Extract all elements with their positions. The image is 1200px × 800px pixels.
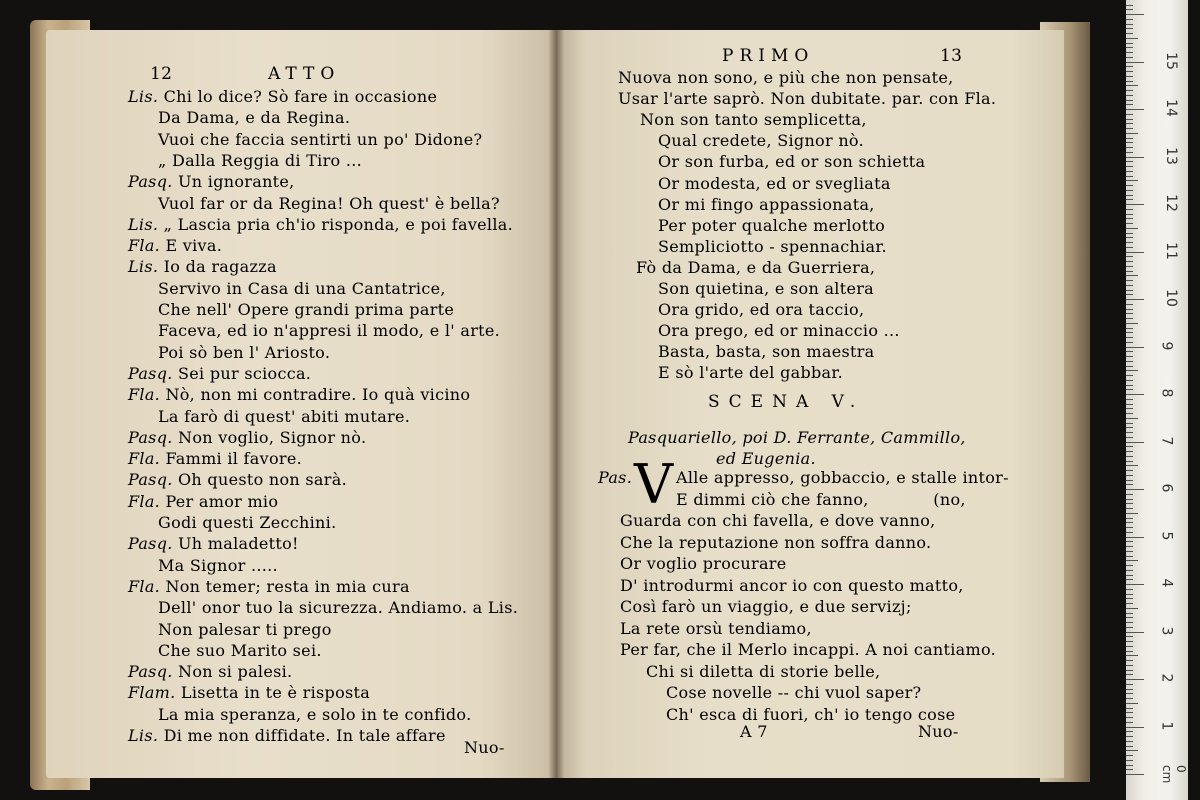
text-line: Non son tanto semplicetta, bbox=[640, 110, 867, 130]
text-line bbox=[128, 364, 311, 383]
ruler-tick bbox=[1126, 551, 1133, 552]
line-text: Faceva, ed io n'appresi il modo, e l' arte. bbox=[158, 321, 501, 341]
text-line bbox=[128, 492, 278, 511]
ruler-tick bbox=[1126, 731, 1133, 732]
ruler-label: 1 bbox=[1158, 721, 1175, 730]
ruler-tick bbox=[1126, 228, 1138, 229]
line-text: Per amor mio bbox=[165, 491, 279, 511]
ruler-tick bbox=[1126, 166, 1133, 167]
ruler-tick bbox=[1126, 736, 1133, 737]
ruler-label: 9 bbox=[1158, 341, 1175, 350]
ruler-tick bbox=[1126, 28, 1133, 29]
text-line bbox=[158, 343, 330, 362]
text-line: Cose novelle -- chi vuol saper? bbox=[666, 683, 922, 702]
speaker-name: Pasq. bbox=[128, 662, 179, 682]
ruler-tick bbox=[1126, 636, 1133, 637]
ruler-tick bbox=[1126, 342, 1133, 343]
ruler-label: 15 bbox=[1162, 51, 1179, 70]
ruler-tick bbox=[1126, 622, 1133, 623]
ruler-tick bbox=[1126, 513, 1138, 514]
scene-heading: SCENA V. bbox=[708, 392, 865, 412]
ruler-tick bbox=[1126, 684, 1133, 685]
running-head: ATTO bbox=[268, 64, 341, 84]
ruler-tick bbox=[1126, 33, 1133, 34]
text-line: Ora grido, ed ora taccio, bbox=[658, 300, 865, 320]
ruler-tick bbox=[1126, 52, 1133, 53]
ruler-tick bbox=[1126, 161, 1133, 162]
line-text: Sei pur sciocca. bbox=[178, 363, 312, 383]
line-text: Da Dama, e da Regina. bbox=[158, 108, 351, 128]
ruler-tick bbox=[1126, 85, 1138, 86]
text-line: Or mi fingo appassionata, bbox=[658, 194, 875, 214]
ruler-tick bbox=[1126, 560, 1138, 561]
text-line bbox=[128, 385, 470, 404]
ruler-tick bbox=[1126, 176, 1133, 177]
ruler-label: 5 bbox=[1158, 531, 1175, 540]
ruler-tick bbox=[1126, 480, 1133, 481]
running-head: PRIMO bbox=[722, 46, 815, 66]
ruler-tick bbox=[1126, 722, 1133, 723]
line-text: Oh questo non sarà. bbox=[178, 470, 347, 490]
ruler-tick bbox=[1126, 465, 1138, 466]
text-line bbox=[158, 620, 332, 639]
ruler-tick bbox=[1126, 627, 1133, 628]
text-line: Guarda con chi favella, e dove vanno, bbox=[620, 511, 936, 530]
text-line bbox=[158, 513, 336, 532]
measurement-ruler bbox=[1126, 0, 1188, 800]
text-line: Or son furba, ed or son schietta bbox=[658, 152, 926, 172]
ruler-tick bbox=[1126, 741, 1133, 742]
text-line: Fò da Dama, e da Guerriera, bbox=[636, 257, 876, 277]
ruler-tick bbox=[1126, 66, 1133, 67]
ruler-tick bbox=[1126, 408, 1133, 409]
text-line: D' introdurmi ancor io con questo matto, bbox=[620, 575, 964, 595]
ruler-tick bbox=[1126, 394, 1144, 395]
ruler-tick bbox=[1126, 209, 1133, 210]
line-text: Che suo Marito sei. bbox=[158, 640, 322, 660]
speaker-name: Fla. bbox=[128, 491, 166, 511]
speaker-name: Lis. bbox=[128, 257, 164, 277]
catchword: Nuo- bbox=[918, 722, 959, 741]
text-line: Nuova non sono, e più che non pensate, bbox=[618, 68, 954, 87]
text-line bbox=[158, 151, 362, 170]
ruler-tick bbox=[1126, 90, 1133, 91]
ruler-tick bbox=[1126, 527, 1133, 528]
ruler-tick bbox=[1126, 157, 1144, 158]
ruler-tick bbox=[1126, 693, 1133, 694]
ruler-tick bbox=[1126, 404, 1133, 405]
ruler-tick bbox=[1126, 708, 1133, 709]
line-text: Non voglio, Signor nò. bbox=[178, 427, 367, 447]
ruler-tick bbox=[1126, 765, 1133, 766]
text-line bbox=[128, 428, 366, 447]
ruler-tick bbox=[1126, 484, 1133, 485]
ruler-tick bbox=[1126, 294, 1133, 295]
ruler-tick bbox=[1126, 332, 1133, 333]
ruler-tick bbox=[1126, 499, 1133, 500]
ruler-tick bbox=[1126, 575, 1133, 576]
ruler-tick bbox=[1126, 760, 1133, 761]
ruler-tick bbox=[1126, 632, 1144, 633]
line-text: Lisetta in te è risposta bbox=[180, 683, 371, 703]
line-text: Non si palesi. bbox=[178, 662, 293, 682]
ruler-tick bbox=[1126, 746, 1133, 747]
ruler-tick bbox=[1126, 171, 1133, 172]
text-line bbox=[158, 705, 471, 724]
ruler-tick bbox=[1126, 579, 1133, 580]
text-line: Alle appresso, gobbaccio, e stalle intor- bbox=[676, 468, 1009, 487]
ruler-tick bbox=[1126, 522, 1133, 523]
speaker-name: Fla. bbox=[128, 449, 166, 469]
ruler-tick bbox=[1126, 413, 1133, 414]
line-text: Vuoi che faccia sentirti un po' Didone? bbox=[158, 129, 483, 149]
ruler-tick bbox=[1126, 138, 1133, 139]
ruler-tick bbox=[1126, 185, 1133, 186]
text-line: E dimmi ciò che fanno, (no, bbox=[676, 489, 966, 509]
ruler-tick bbox=[1126, 769, 1133, 770]
line-text: Io da ragazza bbox=[163, 257, 277, 277]
text-line bbox=[128, 662, 292, 681]
ruler-tick bbox=[1126, 670, 1133, 671]
line-text: „ Lascia pria ch'io risponda, e poi favella. bbox=[163, 214, 513, 234]
ruler-tick bbox=[1126, 19, 1133, 20]
text-line bbox=[128, 257, 277, 276]
ruler-tick bbox=[1126, 14, 1144, 15]
ruler-tick bbox=[1126, 641, 1133, 642]
text-line bbox=[158, 321, 500, 340]
ruler-tick bbox=[1126, 646, 1133, 647]
ruler-tick bbox=[1126, 423, 1133, 424]
text-line: Or modesta, ed or svegliata bbox=[658, 173, 891, 193]
text-line bbox=[158, 407, 410, 426]
ruler-tick bbox=[1126, 603, 1133, 604]
line-text: Godi questi Zecchini. bbox=[158, 513, 337, 532]
ruler-tick bbox=[1126, 755, 1133, 756]
ruler-tick bbox=[1126, 237, 1133, 238]
ruler-tick bbox=[1126, 518, 1133, 519]
ruler-tick bbox=[1126, 750, 1138, 751]
ruler-tick bbox=[1126, 214, 1133, 215]
ruler-tick bbox=[1126, 727, 1144, 728]
text-line bbox=[128, 87, 437, 106]
ruler-label: 10 bbox=[1162, 289, 1179, 307]
ruler-label: 13 bbox=[1162, 146, 1179, 165]
text-line: Sempliciotto - spennachiar. bbox=[658, 236, 887, 256]
line-text: Di me non diffidate. In tale affare bbox=[163, 726, 446, 745]
ruler-tick bbox=[1126, 128, 1133, 129]
ruler-tick bbox=[1126, 774, 1144, 775]
line-text: Ma Signor ..... bbox=[158, 555, 278, 575]
text-line bbox=[158, 194, 500, 213]
text-line bbox=[158, 300, 454, 319]
ruler-tick bbox=[1126, 503, 1133, 504]
ruler-label: 6 bbox=[1158, 483, 1175, 493]
ruler-tick bbox=[1126, 665, 1133, 666]
ruler-tick bbox=[1126, 147, 1133, 148]
ruler-tick bbox=[1126, 195, 1133, 196]
ruler-tick bbox=[1126, 570, 1133, 571]
ruler-tick bbox=[1126, 399, 1133, 400]
line-text: Poi sò ben l' Ariosto. bbox=[158, 342, 331, 362]
ruler-tick bbox=[1126, 109, 1144, 110]
text-line: Basta, basta, son maestra bbox=[658, 342, 875, 362]
ruler-tick bbox=[1126, 660, 1133, 661]
text-line bbox=[128, 172, 295, 191]
ruler-tick bbox=[1126, 475, 1133, 476]
speaker-name: Pas. bbox=[598, 468, 633, 487]
ruler-tick bbox=[1126, 537, 1144, 538]
ruler-label: 11 bbox=[1162, 241, 1179, 260]
ruler-tick bbox=[1126, 81, 1133, 82]
ruler-tick bbox=[1126, 432, 1133, 433]
ruler-tick bbox=[1126, 385, 1133, 386]
speaker-name: Flam. bbox=[128, 683, 181, 703]
ruler-tick bbox=[1126, 651, 1133, 652]
ruler-tick bbox=[1126, 180, 1138, 181]
line-text: Uh maladetto! bbox=[178, 534, 299, 554]
catchword: Nuo- bbox=[464, 738, 505, 757]
speaker-name: Fla. bbox=[128, 576, 166, 596]
line-text: Vuol far or da Regina! Oh quest' è bella? bbox=[158, 193, 500, 213]
speaker-name: Pasq. bbox=[128, 172, 179, 192]
ruler-tick bbox=[1126, 190, 1133, 191]
ruler-tick bbox=[1126, 119, 1133, 120]
speaker-name: Pasq. bbox=[128, 534, 179, 554]
ruler-tick bbox=[1126, 361, 1133, 362]
text-line: Per poter qualche merlotto bbox=[658, 215, 886, 235]
speaker-name: Pasq. bbox=[128, 363, 179, 383]
page-number: 12 bbox=[150, 64, 173, 84]
ruler-tick bbox=[1126, 689, 1133, 690]
ruler-tick bbox=[1126, 461, 1133, 462]
ruler-tick bbox=[1126, 62, 1144, 63]
speaker-name: Pasq. bbox=[128, 427, 179, 447]
text-line bbox=[158, 108, 350, 127]
ruler-tick bbox=[1126, 356, 1133, 357]
ruler-tick bbox=[1126, 76, 1133, 77]
ruler-tick bbox=[1126, 275, 1138, 276]
text-line: Qual credete, Signor nò. bbox=[658, 131, 864, 151]
speaker-name: Lis. bbox=[128, 214, 164, 234]
ruler-tick bbox=[1126, 446, 1133, 447]
ruler-tick bbox=[1126, 366, 1133, 367]
ruler-tick bbox=[1126, 608, 1138, 609]
ruler-tick bbox=[1126, 142, 1133, 143]
speaker-name: Pasq. bbox=[128, 470, 179, 490]
ruler-tick bbox=[1126, 594, 1133, 595]
ruler-tick bbox=[1126, 5, 1133, 6]
ruler-tick bbox=[1126, 532, 1133, 533]
ruler-tick bbox=[1126, 712, 1133, 713]
ruler-tick bbox=[1126, 470, 1133, 471]
ruler-tick bbox=[1126, 261, 1133, 262]
text-line bbox=[128, 683, 370, 702]
ruler-tick bbox=[1126, 47, 1133, 48]
ruler-tick bbox=[1126, 133, 1138, 134]
text-line: E sò l'arte del gabbar. bbox=[658, 363, 843, 383]
ruler-tick bbox=[1126, 717, 1133, 718]
characters-list: ed Eugenia. bbox=[716, 449, 816, 468]
line-text: Non palesar ti prego bbox=[158, 619, 332, 639]
text-line bbox=[158, 598, 518, 617]
ruler-tick bbox=[1126, 38, 1138, 39]
ruler-tick bbox=[1126, 584, 1144, 585]
ruler-tick bbox=[1126, 456, 1133, 457]
ruler-tick bbox=[1126, 489, 1144, 490]
text-line bbox=[128, 215, 513, 234]
ruler-tick bbox=[1126, 100, 1133, 101]
line-text: Servivo in Casa di una Cantatrice, bbox=[158, 278, 446, 298]
line-text: Non temer; resta in mia cura bbox=[165, 576, 410, 596]
ruler-tick bbox=[1126, 442, 1144, 443]
ruler-tick bbox=[1126, 290, 1133, 291]
ruler-label: 7 bbox=[1158, 436, 1175, 445]
line-text: „ Dalla Reggia di Tiro ... bbox=[158, 150, 363, 170]
text-line: Che la reputazione non soffra danno. bbox=[620, 532, 932, 552]
line-text: Nò, non mi contradire. Io quà vicino bbox=[165, 385, 471, 405]
ruler-tick bbox=[1126, 328, 1133, 329]
ruler-tick bbox=[1126, 418, 1138, 419]
ruler-tick bbox=[1126, 266, 1133, 267]
text-line bbox=[128, 577, 410, 596]
ruler-tick bbox=[1126, 9, 1133, 10]
ruler-tick bbox=[1126, 556, 1133, 557]
line-text: Un ignorante, bbox=[178, 172, 295, 192]
text-line: Per far, che il Merlo incappi. A noi cantiamo. bbox=[620, 640, 997, 659]
ruler-tick bbox=[1126, 247, 1133, 248]
text-line bbox=[158, 641, 322, 660]
ruler-tick bbox=[1126, 271, 1133, 272]
text-line: Chi si diletta di storie belle, bbox=[646, 661, 881, 681]
ruler-tick bbox=[1126, 304, 1133, 305]
ruler-label: 3 bbox=[1158, 626, 1175, 635]
speaker-name: Lis. bbox=[128, 87, 164, 106]
text-line bbox=[158, 279, 446, 298]
ruler-tick bbox=[1126, 703, 1138, 704]
ruler-tick bbox=[1126, 285, 1133, 286]
ruler-tick bbox=[1126, 242, 1133, 243]
ruler-tick bbox=[1126, 674, 1133, 675]
ruler-tick bbox=[1126, 43, 1133, 44]
ruler-tick bbox=[1126, 252, 1144, 253]
text-line: Usar l'arte saprò. Non dubitate. par. con Fla. bbox=[618, 89, 997, 109]
ruler-label: 8 bbox=[1158, 388, 1175, 398]
ruler-tick bbox=[1126, 589, 1133, 590]
ruler-tick bbox=[1126, 494, 1133, 495]
ruler-tick bbox=[1126, 309, 1133, 310]
speaker-name: Lis. bbox=[128, 726, 164, 745]
ruler-tick bbox=[1126, 347, 1144, 348]
line-text: Fammi il favore. bbox=[165, 449, 302, 469]
ruler-tick bbox=[1126, 57, 1133, 58]
drop-cap: V bbox=[634, 453, 673, 516]
text-line bbox=[128, 470, 347, 489]
ruler-tick bbox=[1126, 508, 1133, 509]
ruler-tick bbox=[1126, 337, 1133, 338]
ruler-tick bbox=[1126, 299, 1144, 300]
text-line: Son quietina, e son altera bbox=[658, 279, 875, 298]
text-line bbox=[158, 130, 482, 149]
ruler-tick bbox=[1126, 318, 1133, 319]
ruler-tick bbox=[1126, 95, 1133, 96]
text-line: Or voglio procurare bbox=[620, 554, 787, 573]
ruler-tick bbox=[1126, 698, 1133, 699]
ruler-label: 0 cm bbox=[1160, 765, 1188, 784]
text-line bbox=[128, 726, 446, 745]
line-text: La farò di quest' abiti mutare. bbox=[158, 406, 411, 426]
ruler-tick bbox=[1126, 218, 1133, 219]
ruler-tick bbox=[1126, 123, 1133, 124]
ruler-tick bbox=[1126, 613, 1133, 614]
signature-mark: A 7 bbox=[740, 722, 768, 741]
line-text: Dell' onor tuo la sicurezza. Andiamo. a Lis. bbox=[158, 598, 519, 618]
speaker-name: Fla. bbox=[128, 385, 166, 405]
text-line: La rete orsù tendiamo, bbox=[620, 618, 812, 638]
ruler-label: 2 bbox=[1158, 673, 1175, 683]
text-line: Ch' esca di fuori, ch' io tengo cose bbox=[666, 704, 956, 724]
ruler-tick bbox=[1126, 617, 1133, 618]
ruler-tick bbox=[1126, 437, 1133, 438]
text-line bbox=[128, 236, 222, 255]
ruler-tick bbox=[1126, 370, 1138, 371]
ruler-label: 4 bbox=[1158, 578, 1175, 588]
ruler-tick bbox=[1126, 565, 1133, 566]
ruler-tick bbox=[1126, 380, 1133, 381]
text-line bbox=[128, 534, 299, 553]
book-gutter bbox=[548, 30, 564, 778]
text-line bbox=[158, 556, 278, 575]
ruler-tick bbox=[1126, 24, 1133, 25]
text-line: Ora prego, ed or minaccio ... bbox=[658, 321, 900, 341]
ruler-tick bbox=[1126, 679, 1144, 680]
text-line: Così farò un viaggio, e due servizj; bbox=[620, 597, 912, 616]
ruler-tick bbox=[1126, 451, 1133, 452]
line-text: Chi lo dice? Sò fare in occasione bbox=[163, 87, 438, 106]
text-line bbox=[128, 449, 302, 468]
ruler-tick bbox=[1126, 427, 1133, 428]
ruler-tick bbox=[1126, 375, 1133, 376]
line-text: E viva. bbox=[165, 236, 223, 256]
ruler-tick bbox=[1126, 199, 1133, 200]
line-text: Che nell' Opere grandi prima parte bbox=[158, 300, 455, 319]
ruler-tick bbox=[1126, 152, 1133, 153]
page-number: 13 bbox=[940, 46, 963, 66]
ruler-tick bbox=[1126, 598, 1133, 599]
speaker-name: Fla. bbox=[128, 236, 166, 256]
ruler-tick bbox=[1126, 114, 1133, 115]
ruler-label: 14 bbox=[1162, 99, 1179, 117]
ruler-tick bbox=[1126, 223, 1133, 224]
ruler-label: 12 bbox=[1162, 194, 1179, 212]
ruler-tick bbox=[1126, 313, 1133, 314]
ruler-tick bbox=[1126, 389, 1133, 390]
ruler-tick bbox=[1126, 351, 1133, 352]
characters-list: Pasquariello, poi D. Ferrante, Cammillo, bbox=[628, 428, 966, 447]
ruler-tick bbox=[1126, 256, 1133, 257]
line-text: La mia speranza, e solo in te confido. bbox=[158, 704, 472, 724]
ruler-tick bbox=[1126, 323, 1138, 324]
ruler-tick bbox=[1126, 541, 1133, 542]
ruler-tick bbox=[1126, 204, 1144, 205]
ruler-tick bbox=[1126, 104, 1133, 105]
ruler-tick bbox=[1126, 71, 1133, 72]
ruler-tick bbox=[1126, 280, 1133, 281]
ruler-tick bbox=[1126, 546, 1133, 547]
ruler-tick bbox=[1126, 233, 1133, 234]
ruler-tick bbox=[1126, 655, 1138, 656]
